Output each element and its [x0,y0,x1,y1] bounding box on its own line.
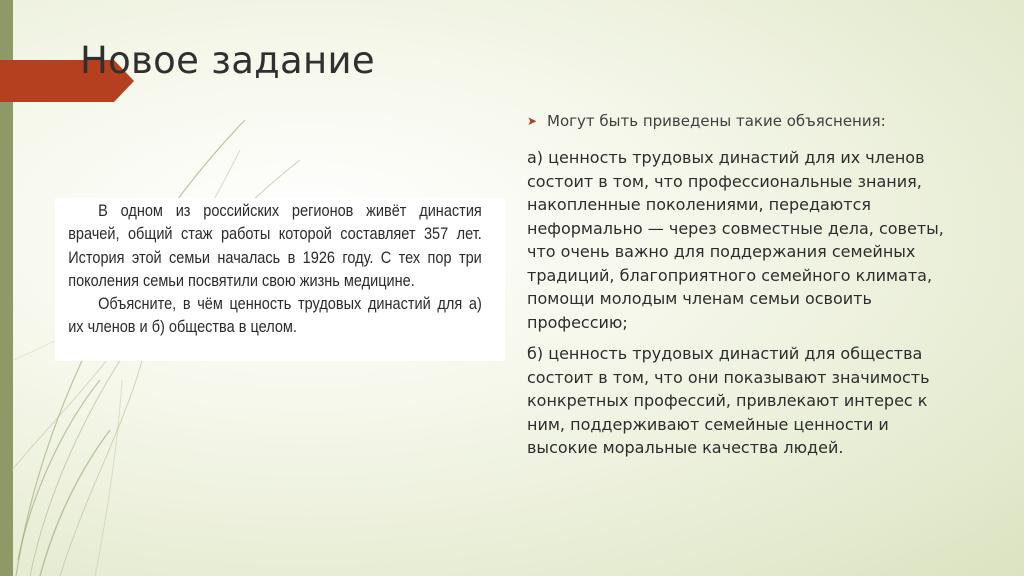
bullet-text: Могут быть приведены такие объяснения: [547,112,886,130]
slide-title: Новое задание [80,39,375,82]
answer-b: б) ценность трудовых династий для общества состоит в том, что они показывают значимость конкретных профессий, привлекают интерес к ним, поддерживают семейные ценности и высокие моральные качества людей. [527,344,930,457]
task-paragraph-1: В одном из российских регионов живёт династия врачей, общий стаж работы которой составляет 357 лет. История этой семьи началась в 1926 году. С тех пор три поколения семьи посвятили свою жизнь медицине. [68,202,482,290]
bullet-item [527,108,957,134]
content-text-box [527,108,957,468]
arrow-right-icon: ➤ [527,114,538,128]
task-text-image [55,198,505,361]
answer-a: а) ценность трудовых династий для их членов состоит в том, что профессиональные знания, накопленные поколениями, передаются неформально — через совместные дела, советы, что очень важно для поддержания семейных традиций, благоприятного семейного климата, помощи молодым членам семьи освоить профессию; [527,148,944,332]
task-paragraph-2: Объясните, в чём ценность трудовых династий для а) их членов и б) общества в целом. [68,295,482,337]
